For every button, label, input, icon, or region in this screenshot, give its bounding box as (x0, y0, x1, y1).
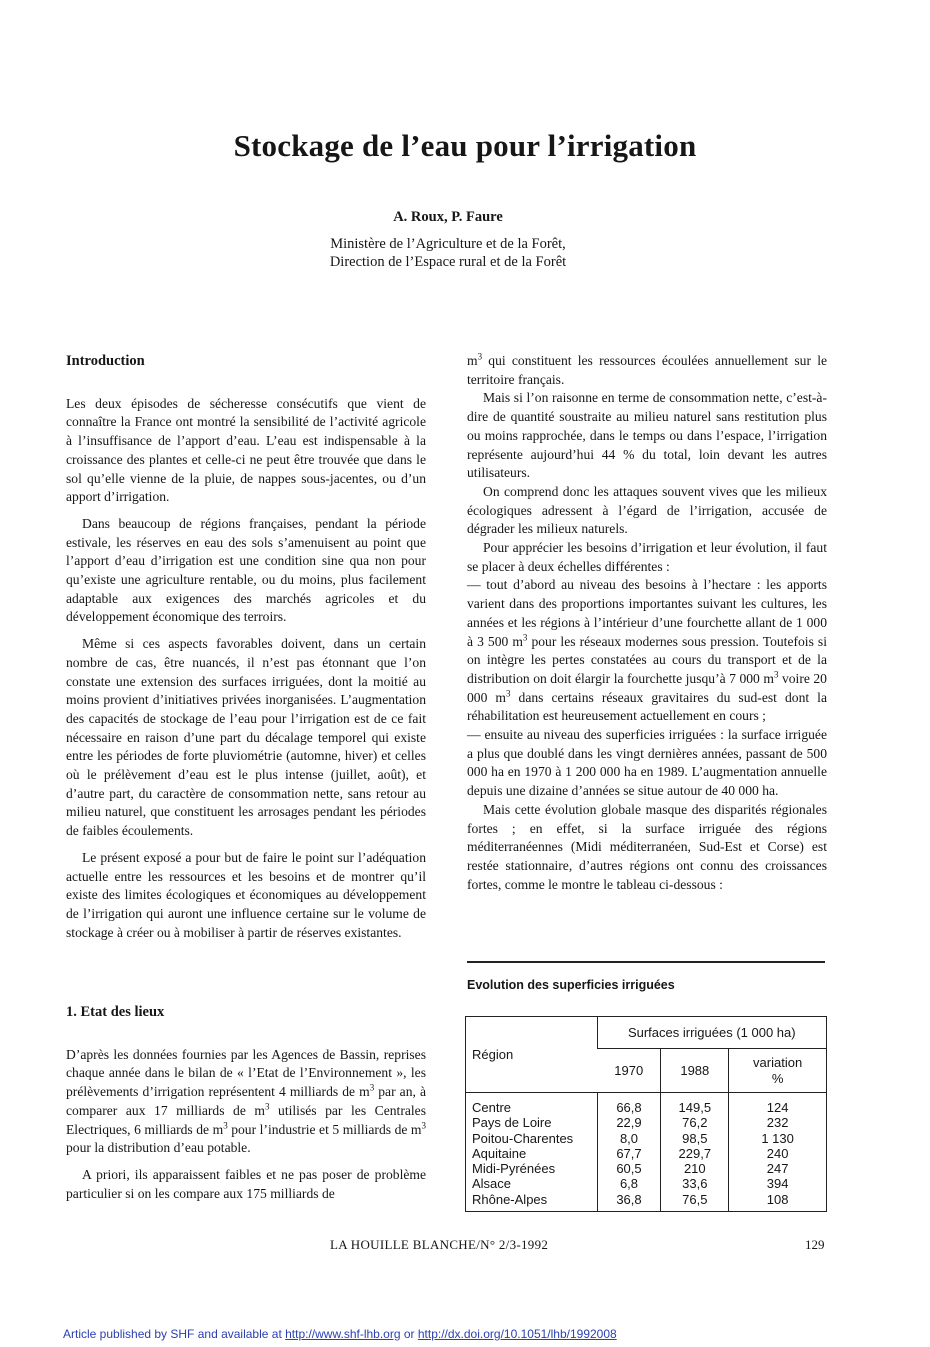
irrigation-table (465, 1016, 827, 1212)
section-paragraph-1: D’après les données fournies par les Agences de Bassin, reprises chaque année dans le bilan de « l’Etat de l’Environnement », les prélèvements d’irrigation représentent 4 milliards de $m^3$ par an, à comparer aux 17 milliards de $m^3$ utilisés par les Centrales Electriques, 6 milliards de $m^3$ pour l’industrie et 5 milliards de $m^3$ pour la distribution d’eau potable. (66, 1046, 427, 1156)
section-paragraph-2: A priori, ils apparaissent faibles et ne pas poser de problème particulier si on les compare aux 175 milliards de (66, 1166, 426, 1201)
publication-notice: Article published by SHF and available at http://www.shf-lhb.org or http://dx.doi.org/10.1051/lhb/1992008 (63, 1327, 617, 1341)
intro-paragraph-3: Même si ces aspects favorables doivent, dans un certain nombre de cas, être nuancés, il n’est pas étonnant que l’on constate une extension des surfaces irriguées, dont la moitié au moins provient d’initiatives privées inorganisées. L’augmentation des capacités de stockage de l’eau pour l’irrigation est de ce fait nécessaire en raison d’une part du décalage temporel qui existe entre les périodes de forte pluviométrie (automne, hiver) et celles où le prélèvement d’eau est le plus intense (juillet, août), et d’autre part, du caractère de consommation nette, sans retour au milieu naturel, que constituent les arrosages pendant les périodes de faibles écoulements. (66, 636, 426, 839)
right-paragraph-3: On comprend donc les attaques souvent vives que les milieux écologiques adressent à l’égard de l’irrigation, accusée de dégrader les milieux naturels. (467, 483, 827, 537)
journal-footer: LA HOUILLE BLANCHE/N° 2/3-1992 (330, 1237, 549, 1252)
doi-link[interactable]: http://dx.doi.org/10.1051/lhb/1992008 (417, 1327, 617, 1341)
right-paragraph-2: Mais si l’on raisonne en terme de consommation nette, c’est-à-dire de quantité soustraite au milieu naturel sans restitution plus ou moins rapprochée, dans le temps ou dans l’espace, l’irrigation représente aujourd’hui 44 % du total, loin devant les autres utilisateurs. (467, 390, 827, 481)
article-title: Stockage de l’eau pour l’irrigation (233, 128, 697, 163)
table-header-1988: 1988 (661, 1049, 729, 1093)
table-row: Poitou-Charentes 8,0 98,5 1 130 (466, 1131, 827, 1146)
intro-paragraph-2: Dans beaucoup de régions françaises, pendant la période estivale, les réserves en eau des sols s’amenuisent au point que l’apport d’eau d’irrigation est une condition sine qua non pour qu’existe une agriculture rentable, ou du moins, plus facilement adaptable aux exigences des marchés agricoles et du développement économique des terroirs. (66, 515, 426, 625)
right-paragraph-1: $m^3$ qui constituent les ressources écoulées annuellement sur le territoire français. (467, 351, 827, 387)
shf-link[interactable]: http://www.shf-lhb.org (285, 1327, 401, 1341)
table-row: Alsace 6,8 33,6 394 (466, 1176, 827, 1191)
right-paragraph-5: — tout d’abord au niveau des besoins à l’hectare : les apports varient dans des proportions importantes suivant les cultures, les années et les régions à l’intérieur d’une fourchette allant de 1 000 à 3 500 $m^3$ pour les réseaux modernes sous pression. Toutefois si on intègre les pertes constatées au cours du transport et de la distribution on doit élargir la fourchette jusqu’à 7 000 $m^3$ voire 20 000 $m^3$ dans certains réseaux gravitaires du sud-est dont la réhabilitation est heureusement actuellement en cours ; (467, 577, 827, 724)
affiliation (0, 235, 896, 271)
table-header-group: Surfaces irriguées (1 000 ha) (597, 1017, 826, 1049)
intro-paragraph-1: Les deux épisodes de sécheresse consécutifs que vient de connaître la France ont montré la sensibilité de l’activité agricole à l’insuffisance de l’apport d’eau. L’eau est indispensable à la croissance des plantes et celle-ci ne peut être trouvée que dans le sol qu’elle vienne de la pluie, de nappes sous-jacentes, ou d’un apport d’irrigation. (66, 395, 426, 505)
table-header-region: Région (466, 1017, 598, 1093)
right-paragraph-6: — ensuite au niveau des superficies irriguées : la surface irriguée a plus que doublé dans les vingt dernières années, passant de 500 000 ha en 1970 à 1 200 000 ha en 1989. L’augmentation annuelle depuis une dizaine d’années se situe autour de 40 000 ha. (467, 727, 827, 799)
page-number: 129 (805, 1237, 825, 1252)
table-row: Centre 66,8 149,5 124 (466, 1093, 827, 1116)
authors: A. Roux, P. Faure (393, 209, 503, 225)
left-column-intro (66, 352, 426, 942)
table-top-rule (467, 961, 825, 963)
right-paragraph-7: Mais cette évolution globale masque des disparités régionales fortes ; en effet, si la surface irriguée des régions méditerranéennes (Midi méditerranéen, Sud-Est et Corse) est restée stationnaire, d’autres régions ont connu des croissances fortes, comme le montre le tableau ci-dessous : (467, 801, 827, 892)
table-header-variation: variation % (729, 1049, 827, 1093)
right-paragraph-4: Pour apprécier les besoins d’irrigation et leur évolution, il faut se placer à deux échelles différentes : (467, 540, 827, 574)
table-caption: Evolution des superficies irriguées (467, 978, 675, 992)
intro-paragraph-4: Le présent exposé a pour but de faire le point sur l’adéquation actuelle entre les ressources et les besoins et de montrer qu’il existe des limites écologiques et économiques au développement de l’irrigation qui auront une influence certaine sur le volume de stockage à créer ou à mobiliser à partir de réserves existantes. (66, 849, 426, 940)
table-row: Midi-Pyrénées 60,5 210 247 (466, 1161, 827, 1176)
table-row: Pays de Loire 22,9 76,2 232 (466, 1115, 827, 1130)
left-column-section-1 (66, 1003, 426, 1203)
table-row: Aquitaine 67,7 229,7 240 (466, 1146, 827, 1161)
right-column (467, 352, 827, 894)
table-row: Rhône-Alpes 36,8 76,5 108 (466, 1192, 827, 1212)
affiliation-line-2: Direction de l’Espace rural et de la Forêt (329, 254, 567, 270)
table-header-row-1 (466, 1017, 827, 1049)
table-header-1970: 1970 (597, 1049, 661, 1093)
affiliation-line-1: Ministère de l’Agriculture et de la Forêt, (330, 236, 566, 252)
intro-heading: Introduction (66, 353, 145, 369)
section-heading: 1. Etat des lieux (66, 1004, 165, 1020)
